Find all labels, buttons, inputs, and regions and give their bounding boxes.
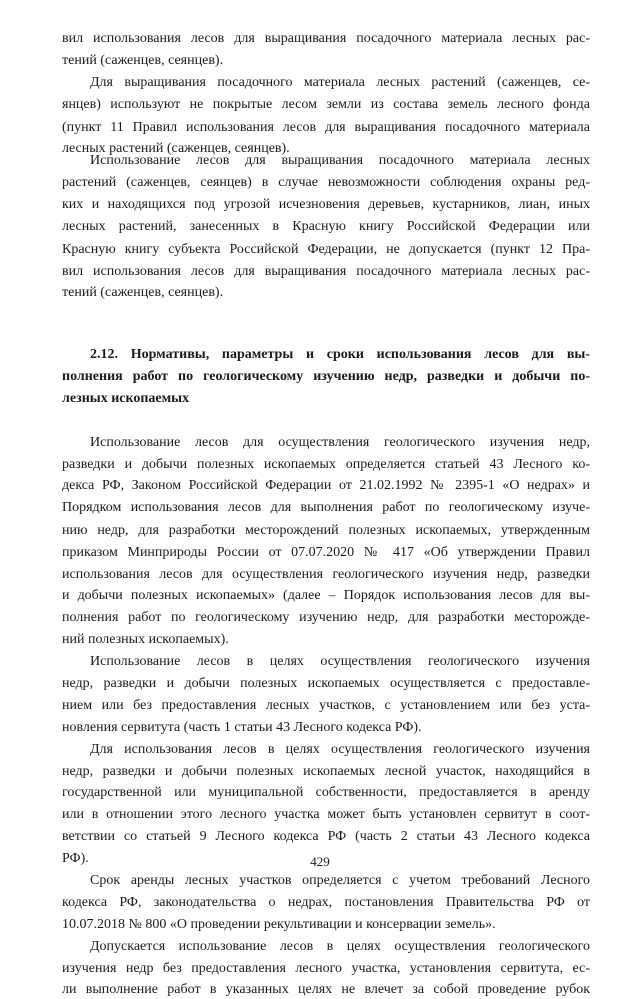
paragraph-line: Использование лесов в целях осуществления геологического изучения [90, 654, 590, 669]
paragraph-line: лесных растений, занесенных в Красную книгу Российской Федерации или [62, 219, 590, 234]
paragraph-line: декса РФ, Законом Российской Федерации от 21.02.1992 № 2395-1 «О недрах» и [62, 478, 590, 493]
paragraph-line: нию недр, для разработки месторождений полезных ископаемых, утвержденным [62, 523, 590, 538]
paragraph-line: тений (саженцев, сеянцев). [62, 285, 224, 300]
paragraph-line: новления сервитута (часть 1 статьи 43 Лесного кодекса РФ). [62, 720, 422, 735]
paragraph-line: ли выполнение работ в указанных целях не влечет за собой проведение рубок [62, 982, 590, 997]
paragraph-line: разведки и добычи полезных ископаемых определяется статьей 43 Лесного ко- [62, 457, 590, 472]
section-heading-line: лезных ископаемых [62, 391, 190, 406]
paragraph-line: использования лесов для осуществления геологического изучения недр, разведки [62, 567, 590, 582]
paragraph-line: тений (саженцев, сеянцев). [62, 53, 224, 68]
section-heading-line: полнения работ по геологическому изучению недр, разведки и добычи по- [62, 369, 590, 384]
paragraph-line: лесных растений (саженцев, сеянцев). [62, 141, 290, 156]
paragraph-line: РФ). [62, 851, 89, 866]
paragraph-line: или в отношении этого лесного участка может быть установлен сервитут в соот- [62, 807, 590, 822]
paragraph-line: Допускается использование лесов в целях осуществления геологического [90, 939, 590, 954]
section-heading-line: 2.12. Нормативы, параметры и сроки использования лесов для вы- [90, 347, 590, 362]
paragraph-line: вил использования лесов для выращивания посадочного материала лесных рас- [62, 264, 590, 279]
paragraph-line: Для использования лесов в целях осуществления геологического изучения [90, 742, 590, 757]
paragraph-line: Порядком использования лесов для выполнения работ по геологическому изуче- [62, 500, 590, 515]
paragraph-line: ких и находящихся под угрозой исчезновения деревьев, кустарников, лиан, иных [62, 197, 590, 212]
paragraph-line: Красную книгу субъекта Российской Федерации, не допускается (пункт 12 Пра- [62, 242, 590, 257]
paragraph-line: недр, разведки и добычи полезных ископаемых лесной участок, находящийся в [62, 764, 590, 779]
paragraph-line: полнения работ по геологическому изучению недр, для разработки месторожде- [62, 610, 590, 625]
paragraph-line: Срок аренды лесных участков определяется с учетом требований Лесного [90, 873, 590, 888]
page-number: 429 [310, 854, 330, 869]
paragraph-line: (пункт 11 Правил использования лесов для выращивания посадочного материала [62, 120, 590, 135]
paragraph-line: вил использования лесов для выращивания посадочного материала лесных рас- [62, 31, 590, 46]
paragraph-line: приказом Минприроды России от 07.07.2020 № 417 «Об утверждении Правил [62, 545, 590, 560]
paragraph-line: недр, разведки и добычи полезных ископаемых осуществляется с предоставле- [62, 676, 590, 691]
paragraph-line: Использование лесов для осуществления геологического изучения недр, [90, 435, 590, 450]
paragraph-line: кодекса РФ, законодательства о недрах, постановления Правительства РФ от [62, 895, 590, 910]
paragraph-line: изучения недр без предоставления лесного участка, установления сервитута, ес- [62, 961, 590, 976]
paragraph-line: государственной или муниципальной собственности, предоставляется в аренду [62, 785, 590, 800]
paragraph-line: Использование лесов для выращивания посадочного материала лесных [90, 153, 590, 168]
paragraph-line: Для выращивания посадочного материала лесных растений (саженцев, се- [90, 75, 590, 90]
paragraph-line: 10.07.2018 № 800 «О проведении рекультивации и консервации земель». [62, 917, 496, 932]
paragraph-line: янцев) используют не покрытые лесом земли из состава земель лесного фонда [62, 97, 590, 112]
paragraph-line: и добычи полезных ископаемых» (далее – Порядок использования лесов для вы- [62, 588, 590, 603]
paragraph-line: ветствии со статьей 9 Лесного кодекса РФ (часть 2 статьи 43 Лесного кодекса [62, 829, 590, 844]
paragraph-line: нием или без предоставления лесных участков, с установлением или без уста- [62, 698, 590, 713]
paragraph-line: ний полезных ископаемых). [62, 632, 229, 647]
paragraph-line: растений (саженцев, сеянцев) в случае невозможности соблюдения охраны ред- [62, 175, 590, 190]
